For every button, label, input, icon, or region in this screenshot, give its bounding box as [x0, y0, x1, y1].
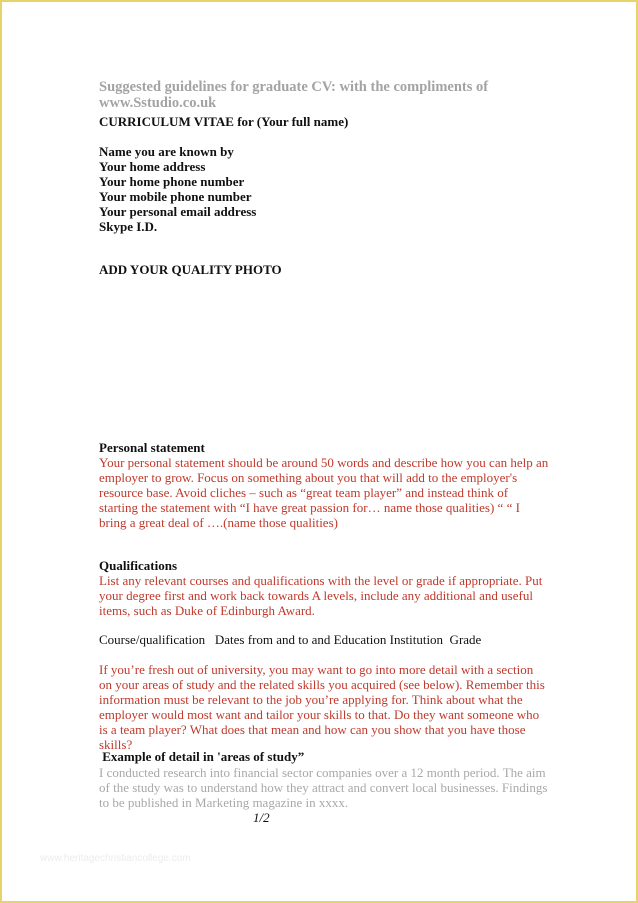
contact-home-phone: Your home phone number — [99, 174, 245, 189]
qualifications-heading: Qualifications — [99, 558, 178, 573]
guidelines-line-2: www.Sstudio.co.uk — [99, 95, 217, 111]
qualifications-columns: Course/qualification Dates from and to and Education Institution Grade — [99, 632, 482, 647]
contact-email: Your personal email address — [99, 204, 257, 219]
contact-mobile-phone: Your mobile phone number — [99, 189, 252, 204]
contact-name: Name you are known by — [99, 144, 234, 159]
example-body: I conducted research into financial sector companies over a 12 month period. The aim of the study was to understand how they attract and convert local businesses. Findings to be published in Marketing magazine in xxxx. — [99, 765, 548, 810]
contact-skype: Skype I.D. — [99, 219, 158, 234]
personal-statement-body: Your personal statement should be around 50 words and describe how you can help an employer to grow. Focus on something about you that will add to the employer's resource base. Avoid cliches – such as “great team player” and instead think of starting the statement with “I have great passion for… name those qualities) “ “ I bring a great deal of ….(name those qualities) — [99, 455, 549, 530]
cv-title: CURRICULUM VITAE for (Your full name) — [99, 114, 349, 129]
example-heading: Example of detail in 'areas of study” — [99, 749, 305, 764]
contact-block — [99, 144, 256, 234]
guidelines-line-1: Suggested guidelines for graduate CV: with the compliments of — [99, 79, 489, 95]
watermark: www.heritagechristiancollege.com — [40, 853, 191, 864]
qualifications-body: List any relevant courses and qualifications with the level or grade if appropriate. Put your degree first and work back towards A levels, include any additional and useful items, such as Duke of Edinburgh Award. — [99, 573, 543, 618]
photo-placeholder-label: ADD YOUR QUALITY PHOTO — [99, 262, 282, 277]
qualifications-advice: If you’re fresh out of university, you may want to go into more detail with a section on your areas of study and the related skills you acquired (see below). Remember this information must be relevant to the job you’re applying for. Think about what the employer would most want and tailor your skills to that. Do they want someone who is a team player? What does that mean and how can you show that you have those skills? — [99, 662, 545, 752]
contact-address: Your home address — [99, 159, 206, 174]
guidelines-header — [99, 79, 539, 111]
page-number: 1/2 — [253, 810, 270, 825]
personal-statement-heading: Personal statement — [99, 440, 205, 455]
